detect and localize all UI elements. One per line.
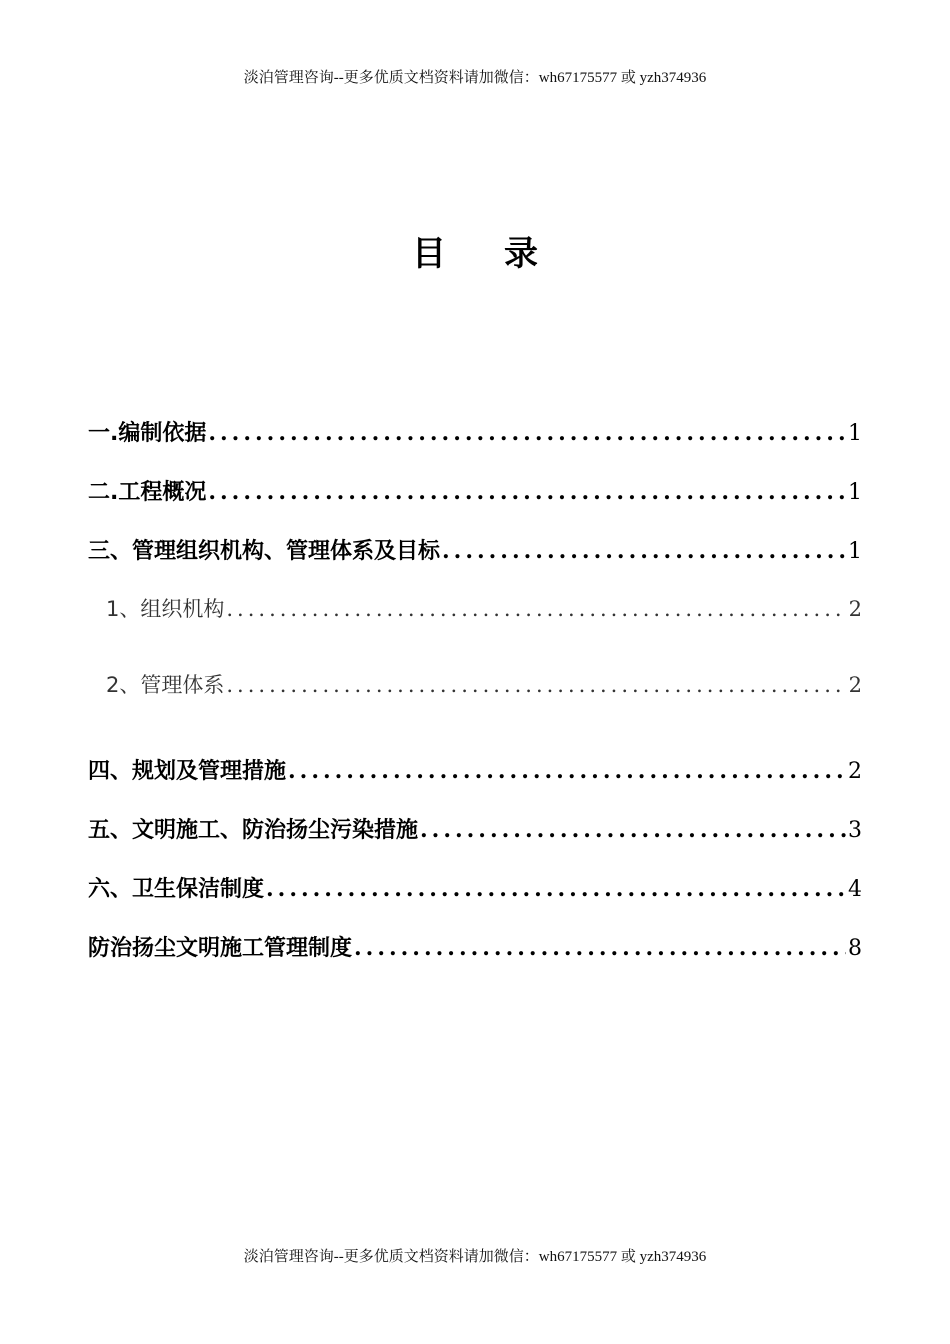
- toc-dot-leader: [208, 420, 846, 446]
- document-title: 目录: [412, 234, 596, 274]
- toc-entry-3[interactable]: [88, 534, 862, 564]
- toc-entry-label: 防治扬尘文明施工管理制度: [88, 936, 353, 961]
- toc-entry-3-1[interactable]: [88, 593, 862, 623]
- toc-entry-label: 一.编制依据: [88, 421, 207, 446]
- toc-entry-label: 2、管理体系: [106, 673, 225, 697]
- toc-page-number: 2: [848, 759, 862, 784]
- toc-page-number: 3: [848, 818, 862, 843]
- toc-dot-leader: [442, 538, 846, 564]
- page-footer-note: 淡泊管理咨询--更多优质文档资料请加微信：wh67175577 或 yzh374936: [243, 1249, 707, 1265]
- toc-entry-label: 六、卫生保洁制度: [88, 877, 265, 902]
- toc-entry-4[interactable]: [88, 754, 862, 784]
- page-header-note: 淡泊管理咨询--更多优质文档资料请加微信：wh67175577 或 yzh374936: [243, 70, 707, 86]
- toc-dot-leader: [288, 758, 846, 784]
- toc-entry-label: 1、组织机构: [106, 597, 225, 621]
- toc-entry-label: 三、管理组织机构、管理体系及目标: [88, 539, 441, 564]
- toc-page-number: 4: [848, 877, 862, 902]
- toc-dot-leader: [266, 876, 846, 902]
- toc-page-number: 1: [848, 421, 862, 446]
- toc-dot-leader: [226, 673, 846, 697]
- toc-entry-1[interactable]: [88, 416, 862, 446]
- toc-page-number: 2: [848, 597, 862, 621]
- toc-entry-6[interactable]: [88, 872, 862, 902]
- toc-entry-label: 五、文明施工、防治扬尘污染措施: [88, 818, 419, 843]
- toc-page-number: 8: [848, 936, 862, 961]
- toc-entry-label: 二.工程概况: [88, 480, 207, 505]
- toc-dot-leader: [226, 597, 846, 621]
- toc-entry-2[interactable]: [88, 475, 862, 505]
- toc-entry-7[interactable]: [88, 931, 862, 961]
- toc-page-number: 1: [848, 539, 862, 564]
- toc-page-number: 1: [848, 480, 862, 505]
- toc-dot-leader: [354, 935, 846, 961]
- toc-dot-leader: [420, 817, 846, 843]
- toc-entry-label: 四、规划及管理措施: [88, 759, 287, 784]
- toc-entry-3-2[interactable]: [88, 669, 862, 699]
- toc-dot-leader: [208, 479, 846, 505]
- toc-entry-5[interactable]: [88, 813, 862, 843]
- toc-page-number: 2: [848, 673, 862, 697]
